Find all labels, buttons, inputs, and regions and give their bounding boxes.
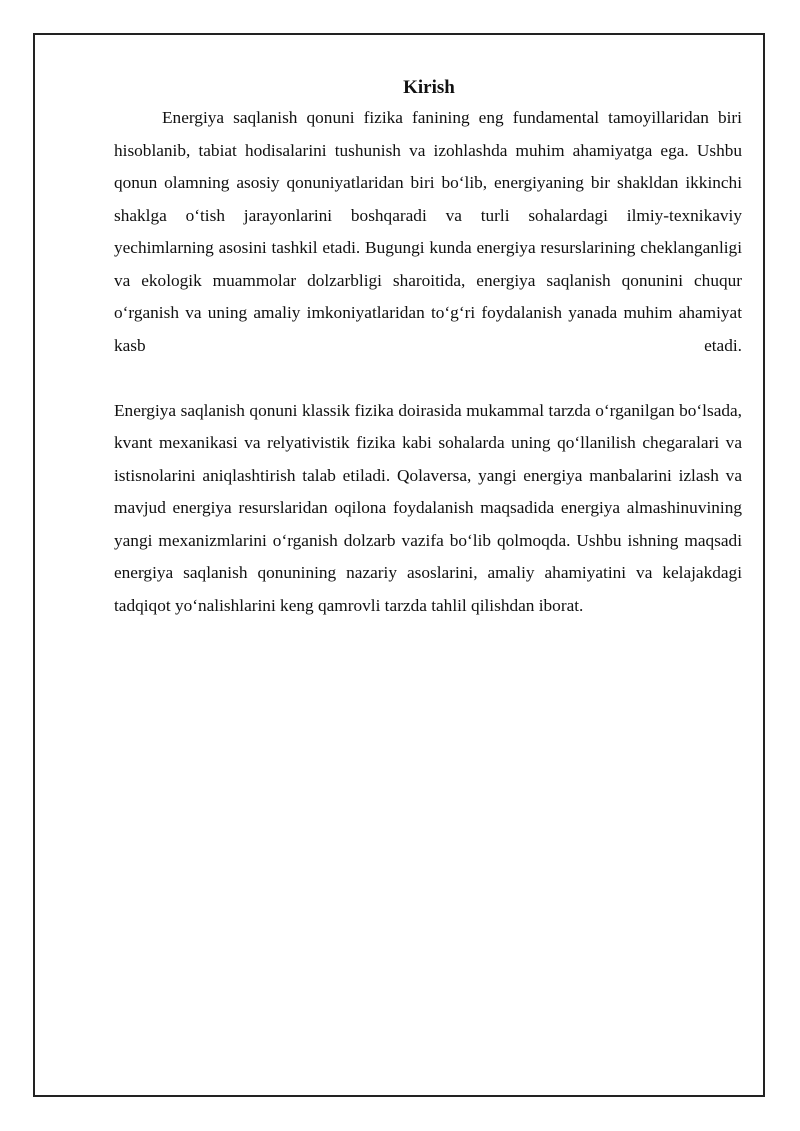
- document-title: Kirish: [403, 77, 455, 98]
- paragraph-1: Energiya saqlanish qonuni fizika fanining eng fundamental tamoyillaridan biri hisoblanib, tabiat hodisalarini tushunish va izohlashda muhim ahamiyatga ega. Ushbu qonun olamning asosiy qonuniyatlaridan biri bo‘lib, energiyaning bir shakldan ikkinchi shaklga o‘tish jarayonlarini boshqaradi va turli sohalardagi ilmiy-texnikaviy yechimlarning asosini tashkil etadi. Bugungi kunda energiya resurslarining cheklanganligi va ekologik muammolar dolzarbligi sharoitida, energiya saqlanish qonunini chuqur o‘rganish va uning amaliy imkoniyatlaridan to‘g‘ri foydalanish yanada muhim ahamiyat kasb etadi.: [114, 108, 742, 355]
- paragraph-2: Energiya saqlanish qonuni klassik fizika doirasida mukammal tarzda o‘rganilgan bo‘lsada, kvant mexanikasi va relyativistik fizika kabi sohalarda uning qo‘llanilish chegaralari va istisnolarini aniqlashtirish talab etiladi. Qolaversa, yangi energiya manbalarini izlash va mavjud energiya resurslaridan oqilona foydalanish maqsadida energiya almashinuvining yangi mexanizmlarini o‘rganish dolzarb vazifa bo‘lib qolmoqda. Ushbu ishning maqsadi energiya saqlanish qonunining nazariy asoslarini, amaliy ahamiyatini va kelajakdagi tadqiqot yo‘nalishlarini keng qamrovli tarzda tahlil qilishdan iborat.: [114, 400, 742, 615]
- document-body: [114, 74, 742, 622]
